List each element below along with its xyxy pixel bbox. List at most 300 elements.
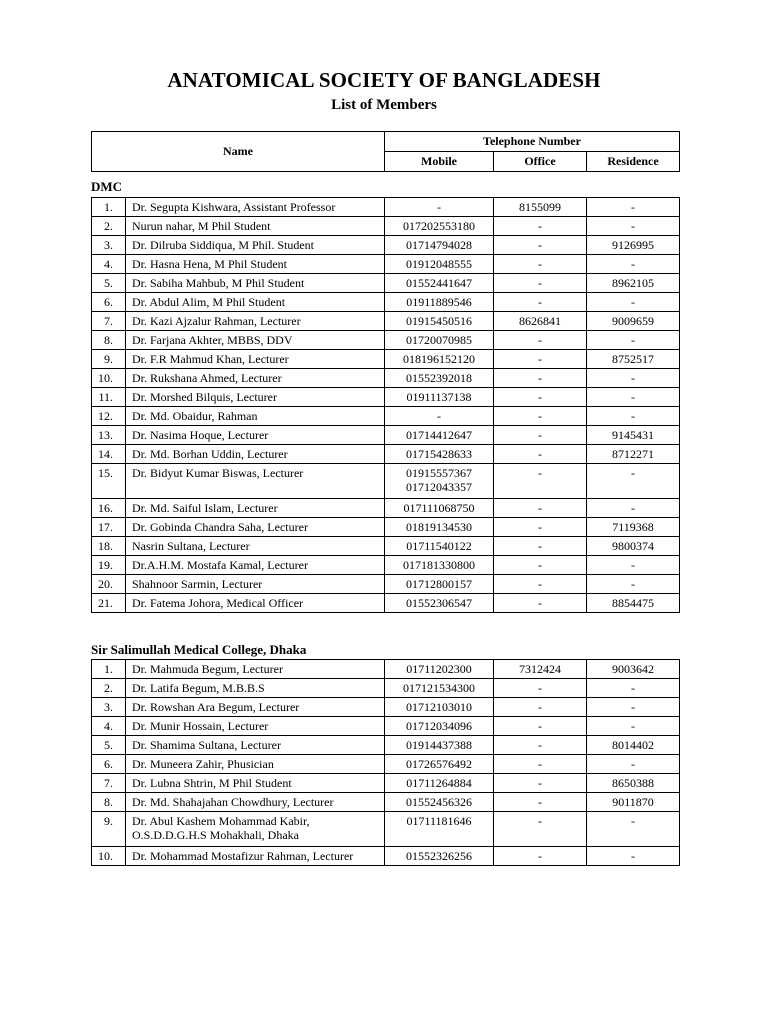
row-number [92, 660, 126, 679]
member-name-text: Dr. Nasima Hoque, Lecturer [132, 428, 269, 442]
row-number-text: 8. [104, 795, 113, 809]
mobile-number-text: - [437, 200, 441, 214]
row-number-text: 19. [98, 558, 113, 572]
table-row [92, 407, 680, 426]
row-number [92, 445, 126, 464]
row-number [92, 407, 126, 426]
member-name [126, 426, 385, 445]
member-name [126, 736, 385, 755]
member-name-text: Dr. Munir Hossain, Lecturer [132, 719, 269, 733]
row-number-text: 8. [104, 333, 113, 347]
office-number-text: - [538, 409, 542, 423]
section-title-dmc: DMC [91, 179, 123, 194]
office-number [494, 594, 587, 613]
row-number-text: 12. [98, 409, 113, 423]
office-number-text: - [538, 719, 542, 733]
row-number-text: 5. [104, 738, 113, 752]
residence-number-text: 9011870 [612, 795, 654, 809]
office-number [494, 388, 587, 407]
member-name [126, 369, 385, 388]
member-name-text: Nasrin Sultana, Lecturer [132, 539, 250, 553]
row-number-text: 4. [104, 719, 113, 733]
table-row [92, 350, 680, 369]
row-number [92, 556, 126, 575]
row-number [92, 350, 126, 369]
office-number [494, 793, 587, 812]
residence-number [587, 293, 680, 312]
mobile-number-text: 01711540122 [406, 539, 472, 553]
office-number [494, 369, 587, 388]
mobile-number-text: 01911137138 [406, 390, 472, 404]
residence-number [587, 847, 680, 866]
office-number [494, 312, 587, 331]
mobile-number-text: 017202553180 [403, 219, 475, 233]
table-row [92, 793, 680, 812]
member-name [126, 660, 385, 679]
office-number-text: - [538, 596, 542, 610]
row-number [92, 575, 126, 594]
mobile-number-text: 01552326256 [406, 849, 472, 863]
residence-number-text: - [631, 814, 635, 828]
residence-number-text: 8014402 [612, 738, 654, 752]
residence-number-text: - [631, 849, 635, 863]
office-number [494, 660, 587, 679]
residence-number [587, 499, 680, 518]
mobile-number-text: 01552456326 [406, 795, 472, 809]
mobile-number [385, 793, 494, 812]
office-number [494, 774, 587, 793]
office-number [494, 293, 587, 312]
member-name [126, 594, 385, 613]
members-table-ssmc [91, 659, 680, 866]
row-number [92, 312, 126, 331]
mobile-number [385, 698, 494, 717]
residence-number [587, 388, 680, 407]
mobile-number-text: 01911889546 [406, 295, 472, 309]
table-row [92, 518, 680, 537]
table-row [92, 774, 680, 793]
mobile-number [385, 774, 494, 793]
office-number-text: 8626841 [519, 314, 561, 328]
office-number-text: - [538, 558, 542, 572]
mobile-number-text: 01914437388 [406, 738, 472, 752]
row-number [92, 255, 126, 274]
member-name-text: Dr. Abul Kashem Mohammad Kabir, [132, 814, 310, 828]
row-number [92, 594, 126, 613]
member-name-text: Dr. Mohammad Mostafizur Rahman, Lecturer [132, 849, 354, 863]
office-number [494, 518, 587, 537]
residence-number [587, 698, 680, 717]
row-number [92, 698, 126, 717]
section-title-ssmc: Sir Salimullah Medical College, Dhaka [91, 642, 307, 657]
residence-number [587, 255, 680, 274]
row-number [92, 847, 126, 866]
office-number-text: - [538, 238, 542, 252]
mobile-number [385, 679, 494, 698]
table-row [92, 312, 680, 331]
residence-number-text: - [631, 333, 635, 347]
row-number [92, 812, 126, 847]
mobile-number [385, 407, 494, 426]
row-number-text: 20. [98, 577, 113, 591]
mobile-number-text: 017111068750 [403, 501, 475, 515]
row-number-text: 16. [98, 501, 113, 515]
office-number-text: - [538, 795, 542, 809]
row-number [92, 236, 126, 255]
document-subtitle: List of Members [331, 97, 437, 113]
member-name-text: Dr. Dilruba Siddiqua, M Phil. Student [132, 238, 315, 252]
residence-number-text: 8712271 [612, 447, 654, 461]
member-name [126, 350, 385, 369]
office-number-text: 7312424 [519, 662, 561, 676]
member-name [126, 198, 385, 217]
office-number-text: - [538, 577, 542, 591]
residence-number-text: - [631, 466, 635, 480]
residence-number [587, 217, 680, 236]
office-number-text: - [538, 276, 542, 290]
table-row [92, 369, 680, 388]
residence-number [587, 445, 680, 464]
office-number-text: - [538, 539, 542, 553]
member-name [126, 793, 385, 812]
mobile-number [385, 717, 494, 736]
row-number-text: 2. [104, 681, 113, 695]
residence-number-text: 9009659 [612, 314, 654, 328]
mobile-number [385, 518, 494, 537]
row-number [92, 293, 126, 312]
mobile-number-text: 01714794028 [406, 238, 472, 252]
residence-number [587, 369, 680, 388]
mobile-number [385, 293, 494, 312]
residence-number [587, 350, 680, 369]
row-number [92, 537, 126, 556]
office-number-text: - [538, 814, 542, 828]
row-number [92, 369, 126, 388]
member-name-text: Dr. Fatema Johora, Medical Officer [132, 596, 304, 610]
office-number [494, 812, 587, 847]
mobile-number [385, 198, 494, 217]
residence-number [587, 679, 680, 698]
member-name [126, 812, 385, 847]
residence-number-text: - [631, 681, 635, 695]
table-row [92, 755, 680, 774]
residence-number [587, 774, 680, 793]
office-number-text: - [538, 466, 542, 480]
office-number [494, 198, 587, 217]
residence-number-text: 9003642 [612, 662, 654, 676]
mobile-number [385, 426, 494, 445]
row-number-text: 10. [98, 371, 113, 385]
table-row [92, 236, 680, 255]
member-name [126, 755, 385, 774]
member-name-text: Dr. Md. Shahajahan Chowdhury, Lecturer [132, 795, 334, 809]
mobile-number [385, 660, 494, 679]
row-number-text: 7. [104, 776, 113, 790]
member-name-text: Nurun nahar, M Phil Student [132, 219, 271, 233]
member-name [126, 236, 385, 255]
residence-number [587, 660, 680, 679]
row-number-text: 1. [104, 662, 113, 676]
residence-number [587, 331, 680, 350]
residence-number-text: 9145431 [612, 428, 654, 442]
residence-number [587, 236, 680, 255]
office-number [494, 217, 587, 236]
mobile-number [385, 255, 494, 274]
row-number [92, 198, 126, 217]
member-name-text: Dr. F.R Mahmud Khan, Lecturer [132, 352, 289, 366]
residence-number [587, 594, 680, 613]
residence-number-text: - [631, 295, 635, 309]
office-number-text: - [538, 352, 542, 366]
mobile-number-text: 01715428633 [406, 447, 472, 461]
member-name [126, 407, 385, 426]
member-name-text: Dr. Lubna Shtrin, M Phil Student [132, 776, 292, 790]
member-name-text-2: O.S.D.D.G.H.S Mohakhali, Dhaka [132, 828, 299, 842]
member-name [126, 255, 385, 274]
mobile-number [385, 445, 494, 464]
mobile-number [385, 812, 494, 847]
residence-number-text: - [631, 257, 635, 271]
office-number [494, 274, 587, 293]
residence-number-text: - [631, 371, 635, 385]
row-number-text: 6. [104, 757, 113, 771]
mobile-number [385, 217, 494, 236]
column-header-name: Name [92, 132, 385, 172]
table-row [92, 847, 680, 866]
row-number [92, 464, 126, 499]
mobile-number [385, 331, 494, 350]
mobile-number-text: - [437, 409, 441, 423]
row-number-text: 9. [104, 814, 113, 828]
row-number-text: 5. [104, 276, 113, 290]
residence-number-text: - [631, 501, 635, 515]
residence-number-text: - [631, 719, 635, 733]
row-number [92, 388, 126, 407]
row-number [92, 499, 126, 518]
office-number [494, 556, 587, 575]
residence-number-text: - [631, 409, 635, 423]
office-number [494, 236, 587, 255]
mobile-number-text: 01711264884 [406, 776, 472, 790]
mobile-number [385, 499, 494, 518]
row-number-text: 18. [98, 539, 113, 553]
residence-number-text: - [631, 200, 635, 214]
office-number [494, 331, 587, 350]
row-number-text: 6. [104, 295, 113, 309]
mobile-number [385, 236, 494, 255]
mobile-number-text: 01819134530 [406, 520, 472, 534]
member-name-text: Dr. Segupta Kishwara, Assistant Professor [132, 200, 336, 214]
member-name [126, 274, 385, 293]
mobile-number-text: 018196152120 [403, 352, 475, 366]
mobile-number [385, 755, 494, 774]
mobile-number-text: 01712103010 [406, 700, 472, 714]
member-name [126, 331, 385, 350]
row-number [92, 274, 126, 293]
residence-number-text: - [631, 558, 635, 572]
residence-number-text: 9800374 [612, 539, 654, 553]
office-number [494, 698, 587, 717]
row-number [92, 217, 126, 236]
residence-number [587, 312, 680, 331]
table-row [92, 293, 680, 312]
table-row [92, 812, 680, 847]
office-number-text: - [538, 520, 542, 534]
residence-number-text: 8962105 [612, 276, 654, 290]
residence-number [587, 793, 680, 812]
office-number [494, 464, 587, 499]
office-number-text: - [538, 295, 542, 309]
table-row [92, 717, 680, 736]
table-header [91, 131, 680, 172]
member-name [126, 556, 385, 575]
residence-number-text: - [631, 757, 635, 771]
member-name-text: Dr. Mahmuda Begum, Lecturer [132, 662, 283, 676]
table-row [92, 255, 680, 274]
mobile-number [385, 847, 494, 866]
table-row [92, 499, 680, 518]
office-number-text: - [538, 501, 542, 515]
member-name [126, 464, 385, 499]
mobile-number [385, 388, 494, 407]
office-number [494, 255, 587, 274]
residence-number [587, 464, 680, 499]
table-row [92, 537, 680, 556]
row-number-text: 2. [104, 219, 113, 233]
office-number-text: - [538, 257, 542, 271]
residence-number [587, 717, 680, 736]
member-name [126, 575, 385, 594]
residence-number [587, 407, 680, 426]
mobile-number [385, 312, 494, 331]
office-number [494, 717, 587, 736]
member-name-text: Dr. Morshed Bilquis, Lecturer [132, 390, 277, 404]
row-number-text: 14. [98, 447, 113, 461]
table-row [92, 698, 680, 717]
residence-number-text: - [631, 577, 635, 591]
member-name-text: Dr. Md. Borhan Uddin, Lecturer [132, 447, 288, 461]
row-number [92, 793, 126, 812]
row-number-text: 7. [104, 314, 113, 328]
row-number [92, 679, 126, 698]
office-number-text: - [538, 757, 542, 771]
table-row [92, 594, 680, 613]
mobile-number [385, 274, 494, 293]
mobile-number [385, 350, 494, 369]
row-number-text: 3. [104, 238, 113, 252]
member-name-text: Dr. Shamima Sultana, Lecturer [132, 738, 281, 752]
mobile-number-text: 01552392018 [406, 371, 472, 385]
member-name-text: Dr. Rukshana Ahmed, Lecturer [132, 371, 282, 385]
residence-number-text: 7119368 [612, 520, 654, 534]
residence-number [587, 518, 680, 537]
row-number-text: 3. [104, 700, 113, 714]
office-number [494, 445, 587, 464]
office-number-text: - [538, 333, 542, 347]
mobile-number-text: 01712034096 [406, 719, 472, 733]
office-number-text: - [538, 700, 542, 714]
member-name-text: Dr. Latifa Begum, M.B.B.S [132, 681, 265, 695]
residence-number [587, 426, 680, 445]
member-name [126, 445, 385, 464]
member-name [126, 717, 385, 736]
office-number-text: - [538, 849, 542, 863]
row-number [92, 518, 126, 537]
mobile-number-text: 01711181646 [406, 814, 472, 828]
office-number [494, 575, 587, 594]
member-name-text: Dr. Rowshan Ara Begum, Lecturer [132, 700, 300, 714]
office-number [494, 426, 587, 445]
document-title: ANATOMICAL SOCIETY OF BANGLADESH [167, 68, 601, 92]
mobile-number [385, 537, 494, 556]
office-number-text: - [538, 738, 542, 752]
office-number [494, 847, 587, 866]
mobile-number-text: 01726576492 [406, 757, 472, 771]
row-number [92, 736, 126, 755]
member-name-text: Dr. Farjana Akhter, MBBS, DDV [132, 333, 293, 347]
member-name-text: Dr. Hasna Hena, M Phil Student [132, 257, 287, 271]
office-number [494, 407, 587, 426]
table-row [92, 198, 680, 217]
residence-number [587, 556, 680, 575]
office-number [494, 679, 587, 698]
mobile-number-text: 01915450516 [406, 314, 472, 328]
residence-number-text: 8752517 [612, 352, 654, 366]
member-name-text: Dr. Md. Saiful Islam, Lecturer [132, 501, 278, 515]
office-number [494, 350, 587, 369]
mobile-number-text: 01720070985 [406, 333, 472, 347]
office-number [494, 736, 587, 755]
office-number-text: - [538, 447, 542, 461]
row-number [92, 717, 126, 736]
row-number [92, 755, 126, 774]
mobile-number-text: 01912048555 [406, 257, 472, 271]
row-number-text: 9. [104, 352, 113, 366]
office-number [494, 537, 587, 556]
member-name-text: Dr. Kazi Ajzalur Rahman, Lecturer [132, 314, 301, 328]
residence-number-text: 8650388 [612, 776, 654, 790]
row-number [92, 426, 126, 445]
residence-number [587, 274, 680, 293]
member-name [126, 217, 385, 236]
office-number [494, 755, 587, 774]
row-number-text: 13. [98, 428, 113, 442]
office-number-text: - [538, 219, 542, 233]
table-row [92, 331, 680, 350]
mobile-number [385, 369, 494, 388]
mobile-number [385, 556, 494, 575]
mobile-number [385, 594, 494, 613]
residence-number [587, 198, 680, 217]
column-header-mobile: Mobile [385, 152, 494, 172]
mobile-number-text: 017181330800 [403, 558, 475, 572]
row-number-text: 17. [98, 520, 113, 534]
office-number-text: - [538, 371, 542, 385]
mobile-number [385, 575, 494, 594]
row-number-text: 21. [98, 596, 113, 610]
row-number-text: 15. [98, 466, 113, 480]
member-name-text: Dr. Sabiha Mahbub, M Phil Student [132, 276, 305, 290]
residence-number-text: - [631, 390, 635, 404]
residence-number [587, 736, 680, 755]
member-name [126, 679, 385, 698]
table-row [92, 388, 680, 407]
table-row [92, 217, 680, 236]
member-name-text: Dr. Gobinda Chandra Saha, Lecturer [132, 520, 308, 534]
office-number-text: - [538, 428, 542, 442]
row-number-text: 11. [98, 390, 113, 404]
member-name [126, 847, 385, 866]
